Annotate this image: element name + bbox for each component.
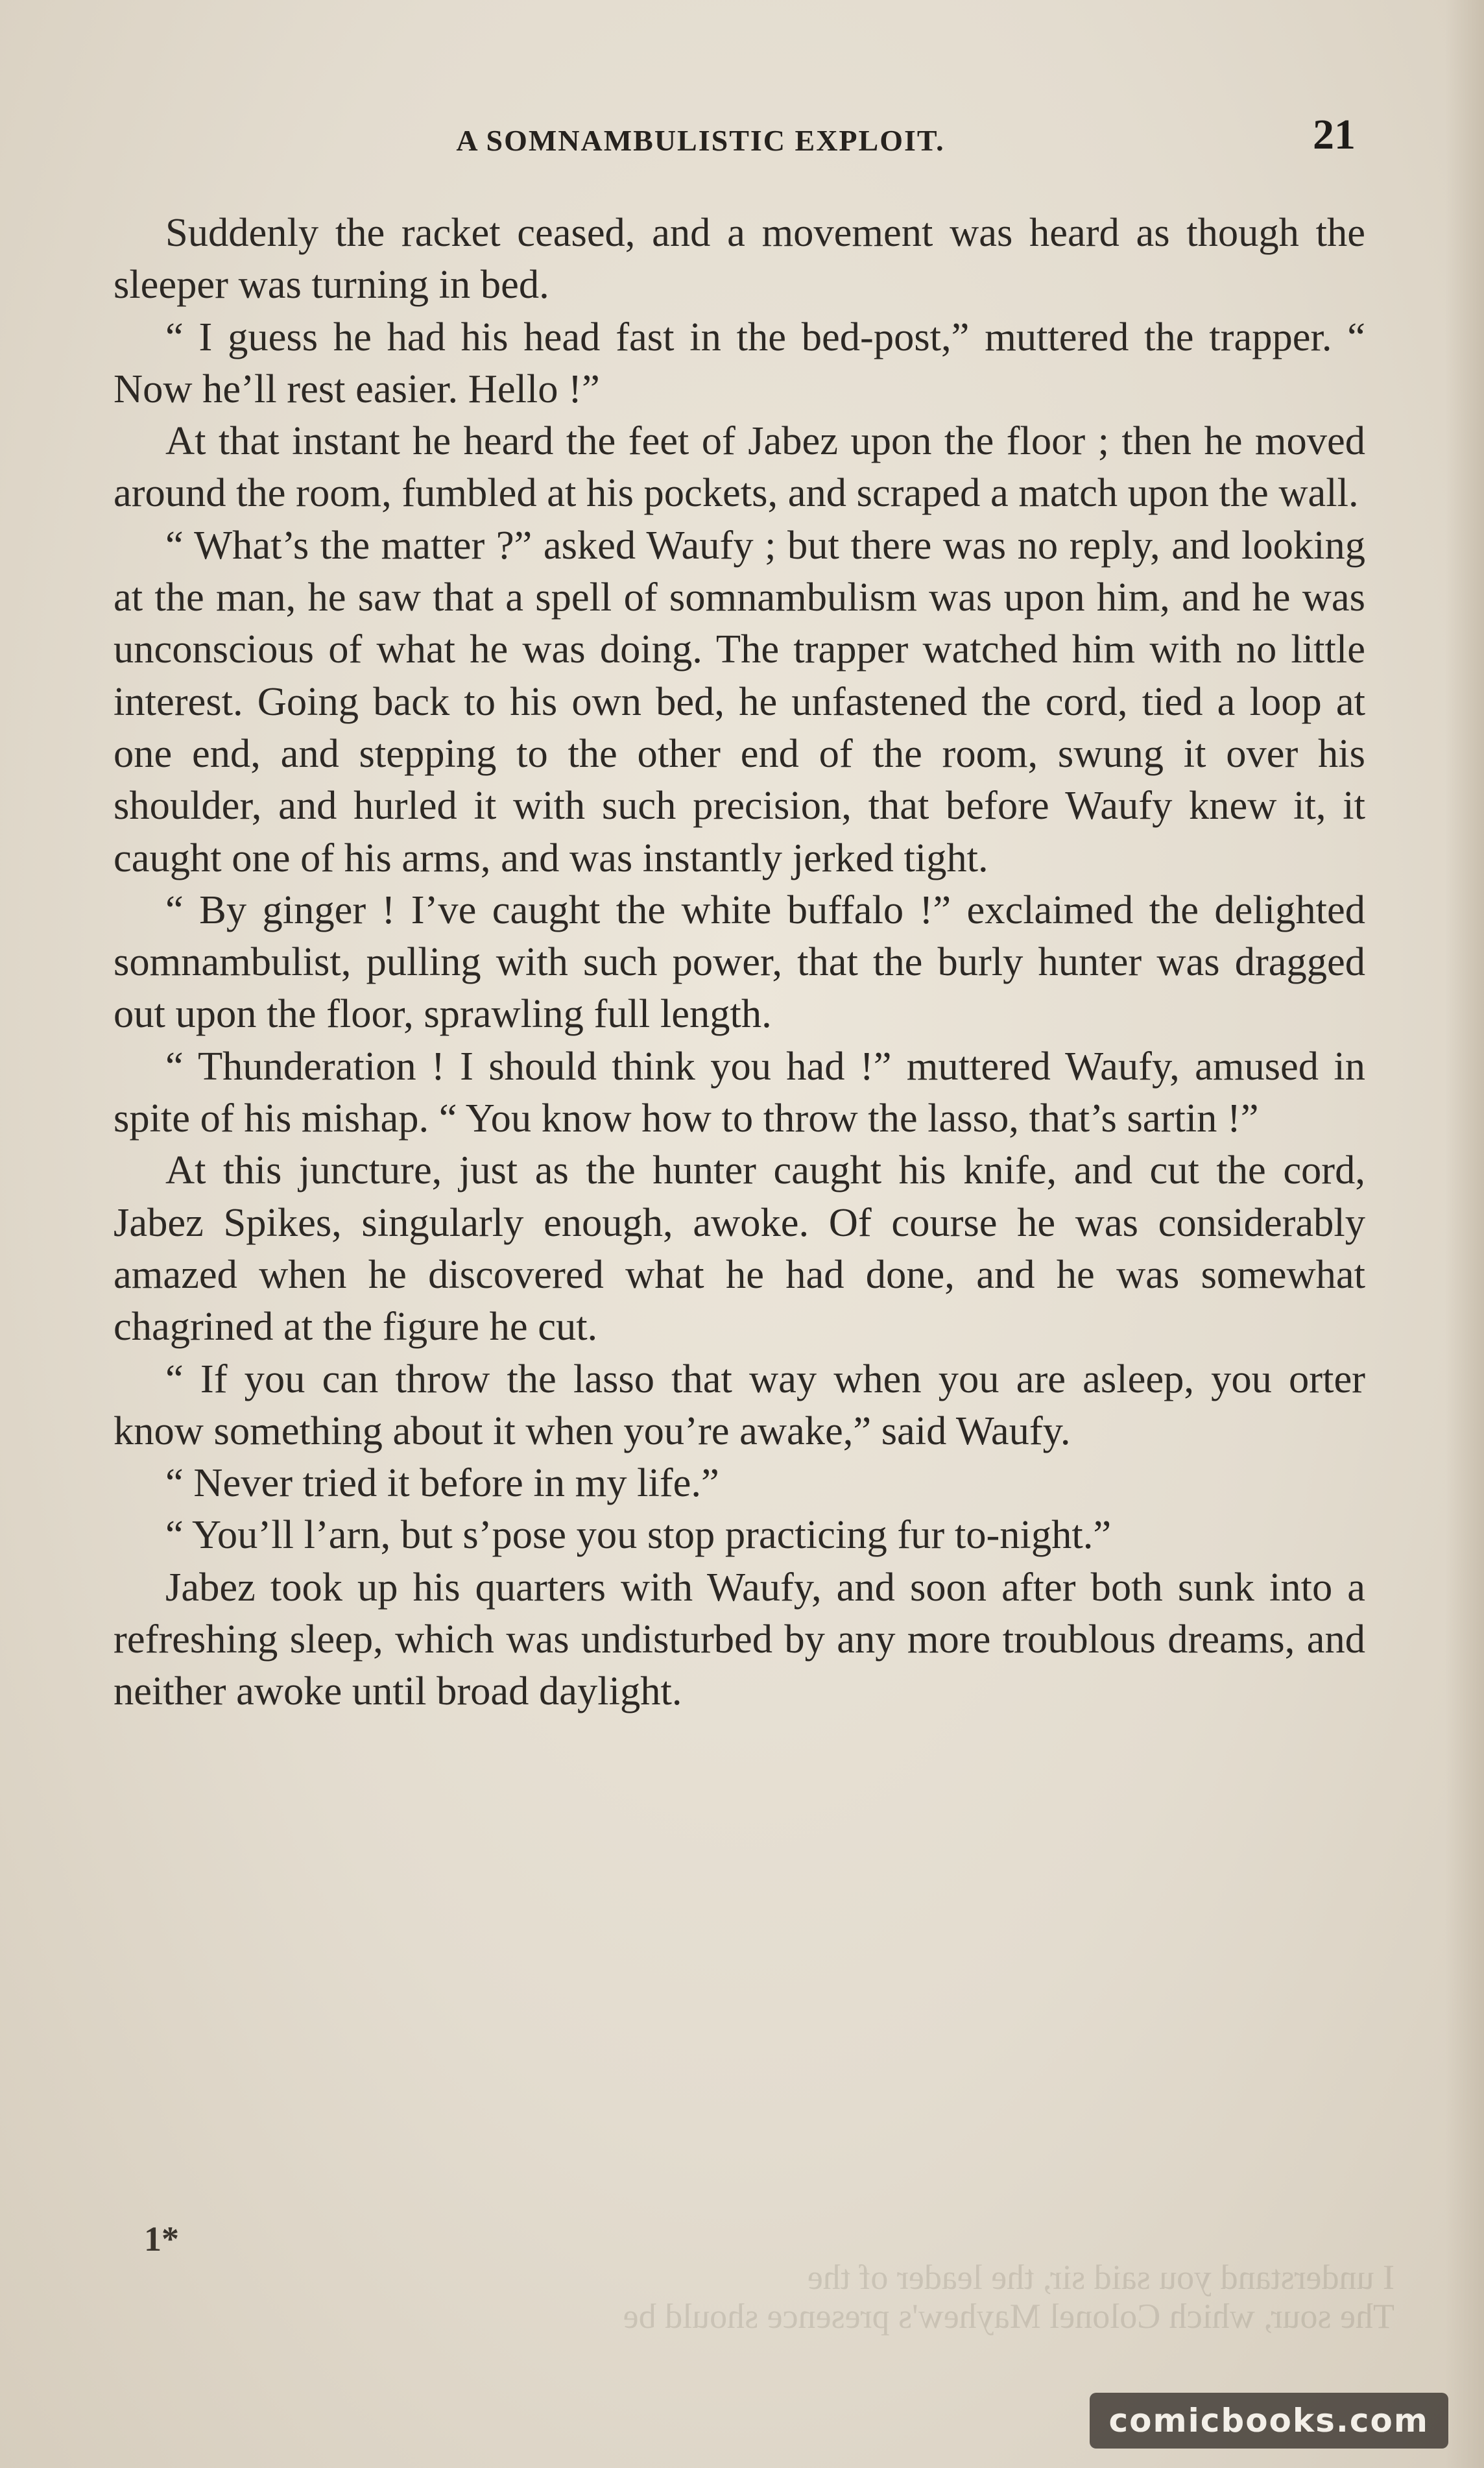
paragraph: Jabez took up his quarters with Waufy, and soon after both sunk into a refreshing sleep, which was undisturbed by any more troublous dreams, and neither awoke until broad daylight. [114,1564,1365,1714]
page-number: 21 [1313,111,1356,158]
paragraph: “ You’ll l’arn, but s’pose you stop practicing fur to-night.” [165,1512,1112,1558]
paragraph: At this juncture, just as the hunter caught his knife, and cut the cord, Jabez Spikes, singularly enough, awoke. Of course he was considerably amazed when he discovered what he had done, and he was somewhat chagrined at the figure he cut. [114,1147,1365,1349]
bleed-through-line: I understand you said sir, the leader of the [807,2258,1394,2297]
paragraph: “ Thunderation ! I should think you had !” muttered Waufy, amused in spite of his mishap. “ You know how to throw the lasso, that’s sartin !” [114,1043,1365,1141]
paragraph: “ I guess he had his head fast in the bed-post,” muttered the trapper. “ Now he’ll rest easier. Hello !” [114,313,1365,411]
signature-mark: 1* [144,2220,179,2258]
paragraph: Suddenly the racket ceased, and a movement was heard as though the sleeper was turning in bed. [114,210,1365,308]
paragraph: “ What’s the matter ?” asked Waufy ; but there was no reply, and looking at the man, he saw that a spell of somnambulism was upon him, and he was unconscious of what he was doing. The trapper watched him with no little interest. Going back to his own bed, he unfastened the cord, tied a loop at one end, and stepping to the other end of the room, swung it over his shoulder, and hurled it with such precision, that before Waufy knew it, it caught one of his arms, and was instantly jerked tight. [114,522,1365,880]
paragraph: “ If you can throw the lasso that way when you are asleep, you orter know something about it when you’re awake,” said Waufy. [114,1355,1365,1453]
bleed-through-line: The sour, which Colonel Mayhew's presence should be [623,2297,1394,2336]
paragraph: “ Never tried it before in my life.” [165,1460,719,1506]
running-title: A SOMNAMBULISTIC EXPLOIT. [456,124,945,157]
page-edge-shadow [1445,0,1484,2468]
paragraph: “ By ginger ! I’ve caught the white buffalo !” exclaimed the delighted somnambulist, pulling with such power, that the burly hunter was dragged out upon the floor, sprawling full length. [114,886,1365,1037]
paragraph: At that instant he heard the feet of Jabez upon the floor ; then he moved around the room, fumbled at his pockets, and scraped a match upon the wall. [114,418,1365,516]
site-watermark: comicbooks.com [1090,2393,1448,2449]
running-head [110,110,1356,175]
body-text [114,206,1365,1717]
bleed-through-text [324,2258,1394,2336]
